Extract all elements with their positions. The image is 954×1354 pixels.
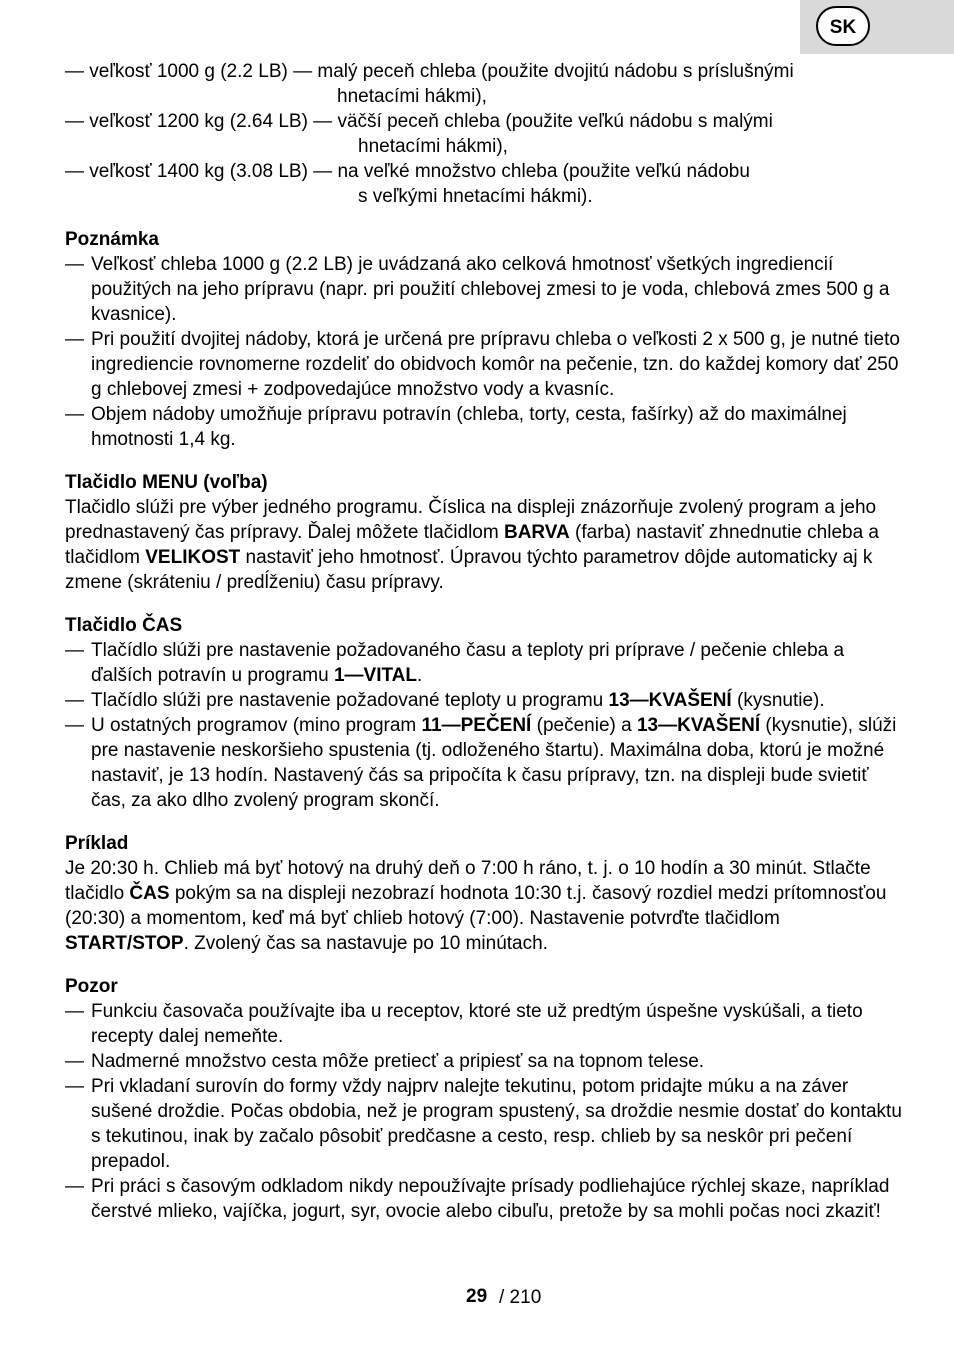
list-item bbox=[65, 402, 905, 452]
list-item-text: Pri vkladaní surovín do formy vždy najprv nalejte tekutinu, potom pridajte múku a na záver sušené droždie. Počas obdobia, než je program spustený, sa droždie nesmie dostať do kontaktu s tekutinou, inak by začalo pôsobiť predčasne a cesto, resp. chlieb by sa neskôr pri pečení prepadol. bbox=[91, 1076, 902, 1172]
bold-run: VELIKOST bbox=[145, 547, 241, 568]
list-item-text: Nadmerné množstvo cesta môže pretiecť a pripiesť sa na topnom telese. bbox=[91, 1051, 705, 1072]
bold-run: BARVA bbox=[503, 522, 570, 543]
list-item bbox=[65, 638, 905, 688]
dash-bullet: — bbox=[65, 404, 84, 425]
text-run: Je 20:30 h. Chlieb má byť hotový na druhý deň o 7:00 h ráno, t. j. o 10 hodín a 30 minút. Stlačte tlačidlo bbox=[65, 858, 871, 904]
size-line: — veľkosť 1200 kg (2.64 LB) — väčší peceň chleba (použite veľkú nádobu s malými bbox=[65, 111, 773, 132]
text-run: . bbox=[417, 665, 423, 686]
page-total: / 210 bbox=[499, 1287, 542, 1308]
text-run: . Zvolený čas sa nastavuje po 10 minútach. bbox=[183, 933, 548, 954]
menu-paragraph bbox=[65, 495, 905, 595]
cas-heading: Tlačidlo ČAS bbox=[65, 615, 183, 636]
text-run: U ostatných programov (mino program bbox=[91, 715, 422, 736]
bold-run: 1—VITAL bbox=[333, 665, 418, 686]
dash-bullet: — bbox=[65, 715, 84, 736]
bold-run: 13—KVAŠENÍ bbox=[636, 715, 761, 736]
list-item bbox=[65, 1174, 905, 1224]
size-line-cont: s veľkými hnetacími hákmi). bbox=[358, 186, 593, 207]
note-heading: Poznámka bbox=[65, 229, 159, 250]
text-run: (pečenie) a bbox=[531, 715, 637, 736]
text-run: (kysnutie). bbox=[731, 690, 825, 711]
list-item-text: Veľkosť chleba 1000 g (2.2 LB) je uvádzaná ako celková hmotnosť všetkých ingrediencií použitých na jeho prípravu (napr. pri použití chlebovej zmesi to je voda, chlebová zmes 500 g a kvasnice). bbox=[91, 254, 890, 325]
page-number: 29 bbox=[466, 1286, 488, 1307]
dash-bullet: — bbox=[65, 254, 84, 275]
text-run: nastaviť jeho hmotnosť. Úpravou týchto parametrov dôjde automaticky aj k zmene (skráteniu / predĺženiu) času prípravy. bbox=[65, 547, 873, 593]
text-run: (farba) nastaviť zhnednutie chleba a tlačidlom bbox=[65, 522, 879, 568]
dash-bullet: — bbox=[65, 640, 84, 661]
dash-bullet: — bbox=[65, 1051, 84, 1072]
list-item bbox=[65, 999, 905, 1049]
size-line: — veľkosť 1000 g (2.2 LB) — malý peceň chleba (použite dvojitú nádobu s príslušnými bbox=[65, 61, 794, 82]
list-item bbox=[65, 327, 905, 402]
size-list bbox=[65, 59, 905, 209]
text-run: Tlačídlo slúži pre nastavenie požadované teploty u programu bbox=[91, 690, 609, 711]
caution-heading: Pozor bbox=[65, 976, 118, 997]
list-item bbox=[65, 1049, 905, 1074]
list-item bbox=[65, 252, 905, 327]
dash-bullet: — bbox=[65, 329, 84, 350]
text-run: Tlačidlo slúži pre výber jedného programu. Číslica na displeji znázorňuje zvolený program a jeho prednastavený čas prípravy. Ďalej môžete tlačidlom bbox=[65, 497, 877, 543]
language-badge: SK bbox=[816, 6, 870, 46]
dash-bullet: — bbox=[65, 690, 84, 711]
bold-run: ČAS bbox=[129, 883, 170, 904]
page-content bbox=[65, 59, 905, 1224]
dash-bullet: — bbox=[65, 1076, 84, 1097]
bold-run: 11—PEČENÍ bbox=[421, 715, 532, 736]
bold-run: 13—KVAŠENÍ bbox=[608, 690, 732, 711]
size-line-cont: hnetacími hákmi), bbox=[337, 86, 487, 107]
list-item-text: Funkciu časovača používajte iba u receptov, ktoré ste už predtým úspešne vyskúšali, a tieto recepty dalej nemeňte. bbox=[91, 1001, 863, 1047]
text-run: (kysnutie), slúži pre nastavenie neskoršieho spustenia (tj. odloženého štartu). Maximálna doba, ktorú je možné nastaviť, je 13 hodín. Nastavený čás sa pripočíta k času prípravy, tzn. na displeji bude svietiť čas, za ako dlho zvolený program skončí. bbox=[91, 715, 897, 811]
list-item bbox=[65, 1074, 905, 1174]
list-item-text: Pri použití dvojitej nádoby, ktorá je určená pre prípravu chleba o veľkosti 2 x 500 g, je nutné tieto ingrediencie rovnomerne rozdeliť do obidvoch komôr na pečenie, tzn. do každej komory dať 250 g chlebovej zmesi + zodpovedajúce množstvo vody a kvasníc. bbox=[91, 329, 900, 400]
dash-bullet: — bbox=[65, 1176, 84, 1197]
example-heading: Príklad bbox=[65, 833, 129, 854]
text-run: Tlačídlo slúži pre nastavenie požadovaného času a teploty pri príprave / pečenie chleba a ďalších potravín u programu bbox=[91, 640, 845, 686]
text-run: pokým sa na displeji nezobrazí hodnota 10:30 t.j. časový rozdiel medzi prítomnosťou (20:30) a momentom, keď má byť chlieb hotový (7:00). Nastavenie potvrďte tlačidlom bbox=[65, 883, 887, 929]
size-line-cont: hnetacími hákmi), bbox=[358, 136, 508, 157]
dash-bullet: — bbox=[65, 1001, 84, 1022]
size-line: — veľkosť 1400 kg (3.08 LB) — na veľké množstvo chleba (použite veľkú nádobu bbox=[65, 161, 750, 182]
menu-heading: Tlačidlo MENU (voľba) bbox=[65, 472, 268, 493]
list-item bbox=[65, 713, 905, 813]
example-paragraph bbox=[65, 856, 905, 956]
list-item-text: Objem nádoby umožňuje prípravu potravín (chleba, torty, cesta, fašírky) až do maximálnej hmotnosti 1,4 kg. bbox=[91, 404, 847, 450]
list-item-text: Pri práci s časovým odkladom nikdy nepoužívajte prísady podliehajúce rýchlej skaze, napríklad čerstvé mlieko, vajíčka, jogurt, syr, ovocie alebo cibuľu, pretože by sa mohli počas noci zkaziť! bbox=[91, 1176, 890, 1222]
bold-run: START/STOP bbox=[65, 933, 184, 954]
list-item bbox=[65, 688, 905, 713]
